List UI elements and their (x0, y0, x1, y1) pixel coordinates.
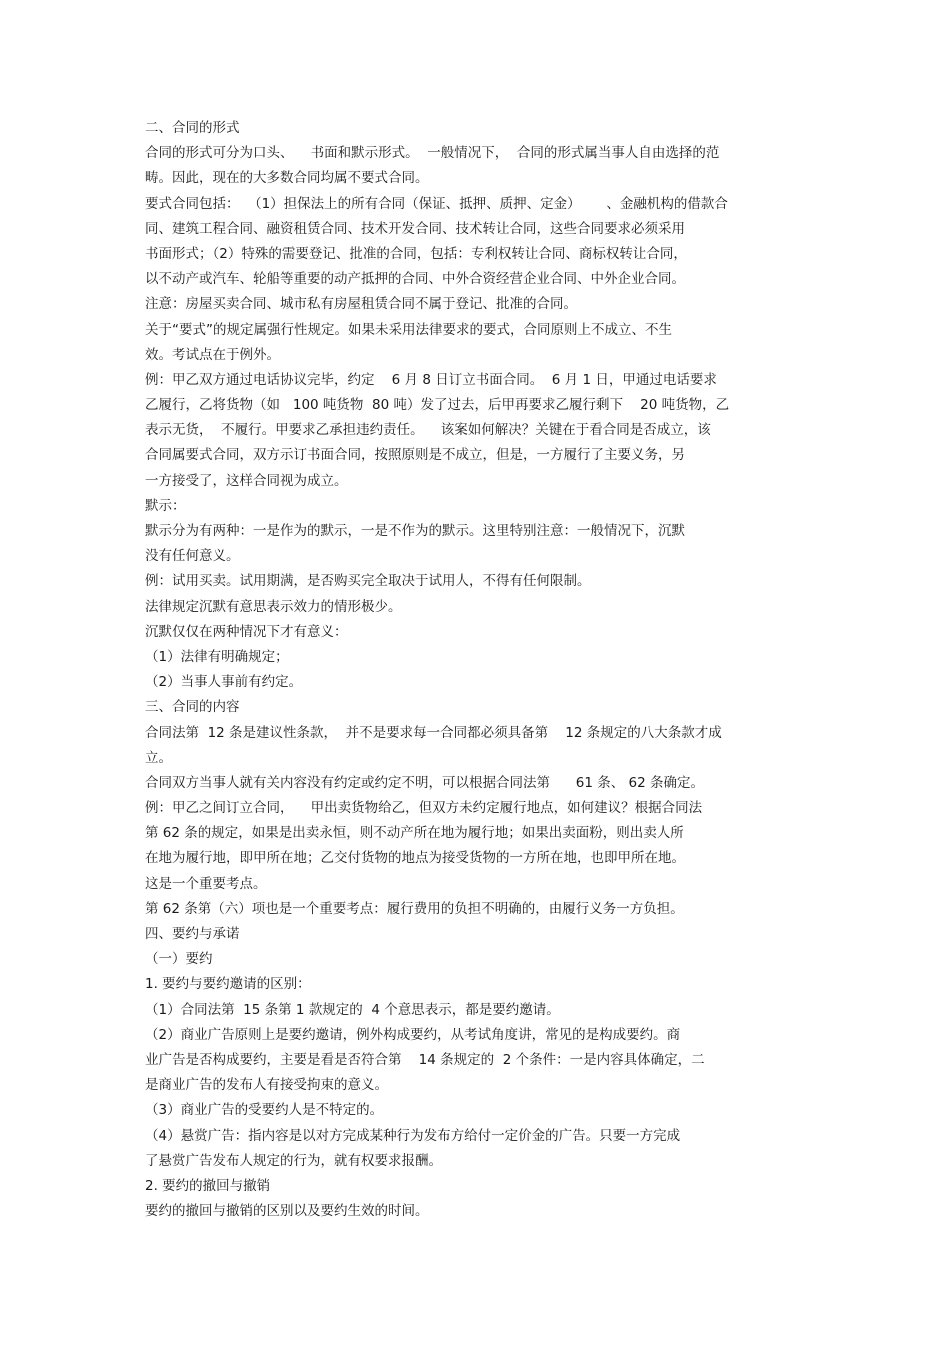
paragraph-line: 关于“要式”的规定属强行性规定。如果未采用法律要求的要式，合同原则上不成立、不生 (145, 321, 672, 338)
list-item: （2）当事人事前有约定。 (145, 674, 303, 691)
list-item: （4）悬赏广告：指内容是以对方完成某种行为发布方给付一定价金的广告。只要一方完成 (145, 1127, 681, 1144)
list-item: （3）商业广告的受要约人是不特定的。 (145, 1102, 384, 1119)
list-item: （1）合同法第 15 条第 1 款规定的 4 个意思表示，都是要约邀请。 (145, 1001, 560, 1018)
paragraph-line: 了悬赏广告发布人规定的行为，就有权要求报酬。 (145, 1152, 442, 1169)
paragraph-line: 合同的形式可分为口头、 书面和默示形式。 一般情况下， 合同的形式属当事人自由选择的范 (145, 145, 720, 162)
paragraph-line: 合同双方当事人就有关内容没有约定或约定不明，可以根据合同法第 61 条、 62 条确定。 (145, 774, 704, 791)
paragraph-line: 例：甲乙双方通过电话协议完毕，约定 6 月 8 日订立书面合同。 6 月 1 日，甲通过电话要求 (145, 371, 717, 388)
paragraph-line: 立。 (145, 749, 172, 766)
paragraph-line: 书面形式；（2）特殊的需要登记、批准的合同，包括：专利权转让合同、商标权转让合同， (145, 245, 687, 262)
subsection-heading: 2. 要约的撤回与撤销 (145, 1177, 271, 1194)
subsection-heading: 1. 要约与要约邀请的区别： (145, 976, 311, 993)
paragraph-line: 同、建筑工程合同、融资租赁合同、技术开发合同、技术转让合同，这些合同要求必须采用 (145, 220, 685, 237)
paragraph-line: 合同属要式合同，双方示订书面合同，按照原则是不成立，但是，一方履行了主要义务，另 (145, 447, 685, 464)
paragraph-line: 默示： (145, 497, 186, 514)
paragraph-line: 第 62 条第（六）项也是一个重要考点：履行费用的负担不明确的，由履行义务一方负担。 (145, 900, 684, 917)
paragraph-line: 要式合同包括： （1）担保法上的所有合同（保证、抵押、质押、定金） 、金融机构的借款合 (145, 195, 728, 212)
paragraph-line: 表示无货， 不履行。甲要求乙承担违约责任。 该案如何解决？关键在于看合同是否成立，该 (145, 422, 711, 439)
paragraph-line: 乙履行，乙将货物（如 100 吨货物 80 吨）发了过去，后甲再要求乙履行剩下 20 吨货物，乙 (145, 397, 730, 414)
paragraph-line: 例：甲乙之间订立合同， 甲出卖货物给乙，但双方未约定履行地点，如何建议？根据合同法 (145, 800, 703, 817)
paragraph-line: 法律规定沉默有意思表示效力的情形极少。 (145, 598, 402, 615)
list-item: （1）法律有明确规定； (145, 648, 289, 665)
section-heading: 二、合同的形式 (145, 120, 240, 136)
list-item: （2）商业广告原则上是要约邀请，例外构成要约，从考试角度讲，常见的是构成要约。商 (145, 1026, 681, 1043)
paragraph-line: 以不动产或汽车、轮船等重要的动产抵押的合同、中外合资经营企业合同、中外企业合同。 (145, 271, 685, 288)
paragraph-line: 合同法第 12 条是建议性条款， 并不是要求每一合同都必须具备第 12 条规定的八大条款才成 (145, 724, 722, 741)
paragraph-line: 这是一个重要考点。 (145, 875, 267, 892)
paragraph-line: 要约的撤回与撤销的区别以及要约生效的时间。 (145, 1203, 429, 1220)
paragraph-line: 畴。因此，现在的大多数合同均属不要式合同。 (145, 170, 429, 187)
paragraph-line: 一方接受了，这样合同视为成立。 (145, 472, 348, 489)
subsection-heading: （一）要约 (145, 951, 213, 968)
paragraph-line: 没有任何意义。 (145, 548, 240, 565)
section-heading: 三、合同的内容 (145, 699, 240, 716)
paragraph-line: 在地为履行地，即甲所在地；乙交付货物的地点为接受货物的一方所在地，也即甲所在地。 (145, 850, 685, 867)
paragraph-line: 沉默仅仅在两种情况下才有意义： (145, 623, 348, 640)
paragraph-line: 效。考试点在于例外。 (145, 346, 280, 363)
paragraph-line: 第 62 条的规定，如果是出卖永恒，则不动产所在地为履行地；如果出卖面粉，则出卖人所 (145, 825, 684, 842)
document-body (145, 116, 825, 1224)
section-heading: 四、要约与承诺 (145, 926, 240, 942)
paragraph-line: 注意：房屋买卖合同、城市私有房屋租赁合同不属于登记、批准的合同。 (145, 296, 577, 313)
paragraph-line: 业广告是否构成要约，主要是看是否符合第 14 条规定的 2 个条件：一是内容具体确定，二 (145, 1051, 705, 1068)
paragraph-line: 默示分为有两种：一是作为的默示，一是不作为的默示。这里特别注意：一般情况下，沉默 (145, 523, 685, 539)
paragraph-line: 是商业广告的发布人有接受拘束的意义。 (145, 1077, 388, 1094)
paragraph-line: 例：试用买卖。试用期满，是否购买完全取决于试用人，不得有任何限制。 (145, 573, 591, 590)
